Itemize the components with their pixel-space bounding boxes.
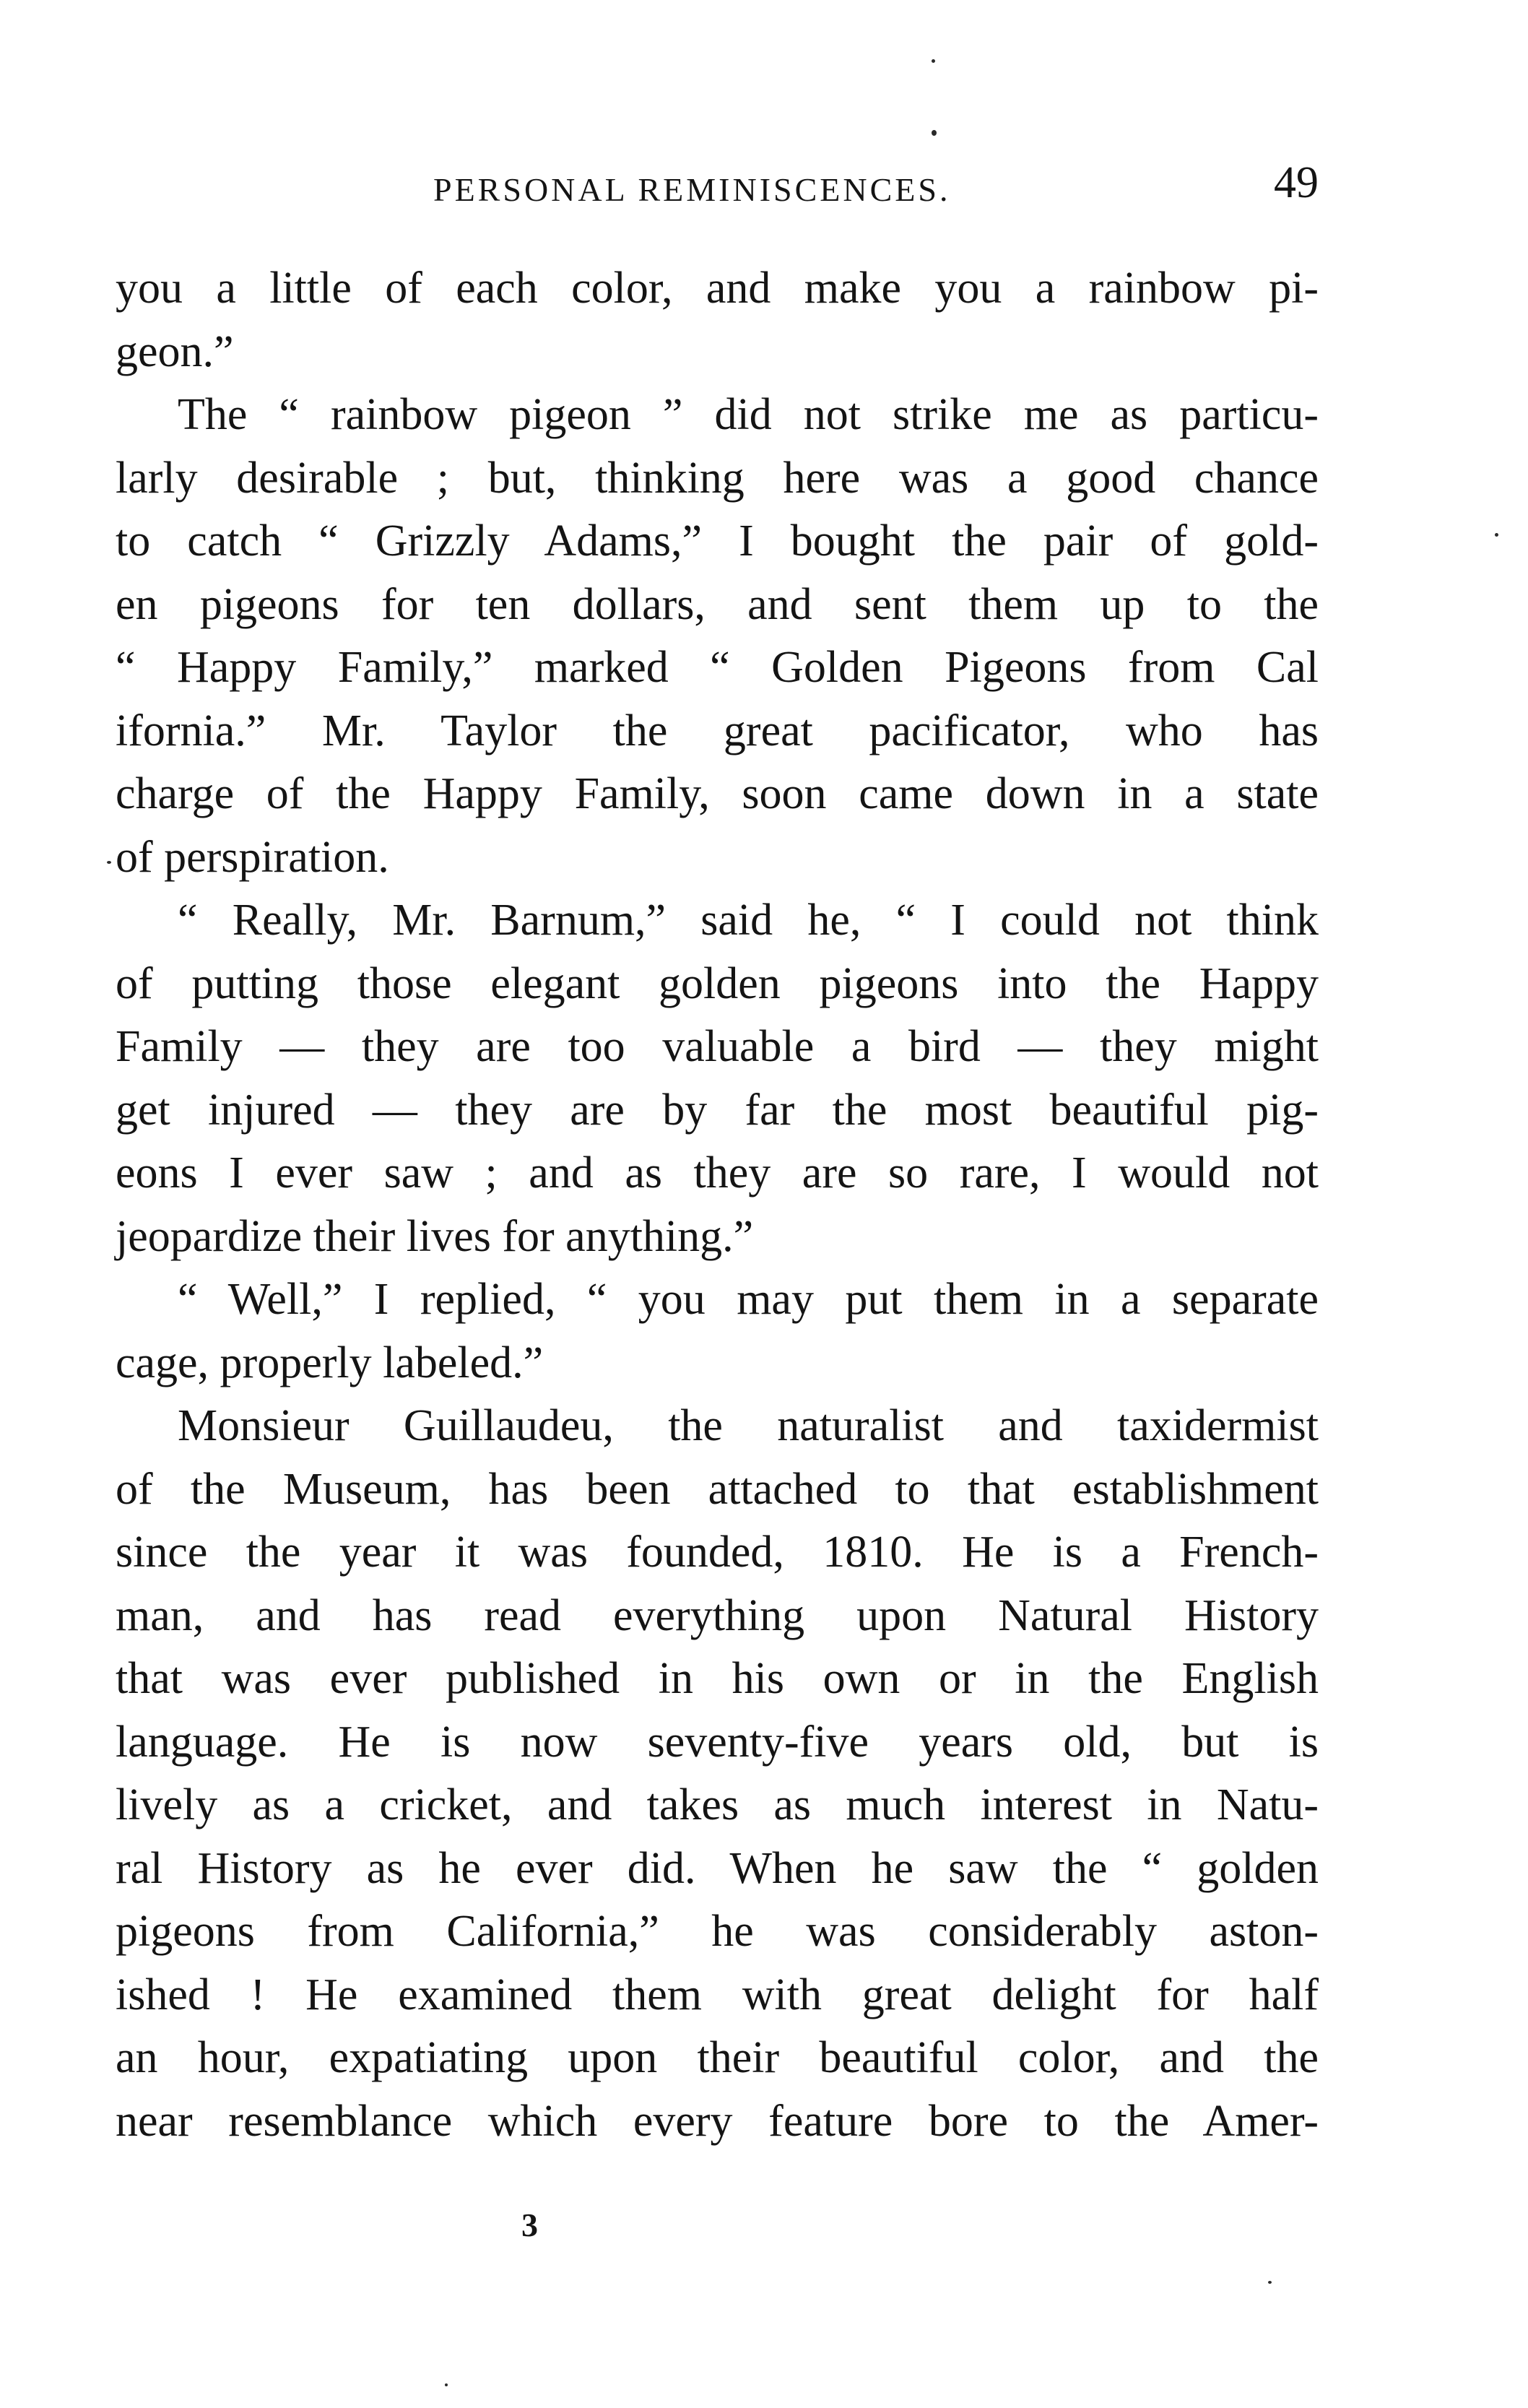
running-head-title: PERSONAL REMINISCENCES. [433,171,951,208]
print-speck [932,130,937,136]
running-header [116,157,1319,215]
text-line: language. He is now seventy-five years old, but is [116,1717,1319,1767]
print-speck [107,861,111,864]
text-line: en pigeons for ten dollars, and sent them up to the [116,579,1319,629]
text-line: charge of the Happy Family, soon came down in a state [116,769,1319,818]
signature-mark: 3 [521,2206,538,2243]
body-text [116,257,1319,2153]
text-line: near resemblance which every feature bore to the Amer- [116,2096,1319,2146]
text-line: The “ rainbow pigeon ” did not strike me as particu- [178,390,1319,439]
text-line: cage, properly labeled.” [116,1338,544,1387]
text-line: ished ! He examined them with great delight for half [116,1970,1319,2019]
text-line: lively as a cricket, and takes as much interest in Natu- [116,1780,1319,1829]
text-line: “ Well,” I replied, “ you may put them in a separate [178,1275,1319,1324]
text-line: ifornia.” Mr. Taylor the great pacificator, who has [116,706,1319,755]
text-line: that was ever published in his own or in the English [116,1654,1319,1703]
text-line: geon.” [116,326,234,376]
text-line: of putting those elegant golden pigeons into the Happy [116,958,1319,1008]
text-line: man, and has read everything upon Natural History [116,1590,1319,1640]
text-line: Family — they are too valuable a bird — they might [116,1022,1319,1071]
text-line: of the Museum, has been attached to that establishment [116,1464,1319,1514]
print-speck [1495,533,1498,537]
text-line: “ Happy Family,” marked “ Golden Pigeons from Cal [116,643,1319,692]
print-speck [445,2383,448,2386]
text-line: to catch “ Grizzly Adams,” I bought the pair of gold- [116,516,1319,566]
print-speck [932,59,935,63]
text-line: since the year it was founded, 1810. He is a French- [116,1528,1319,1577]
text-line: an hour, expatiating upon their beautiful color, and the [116,2033,1319,2082]
page-number: 49 [1274,158,1319,207]
text-line: larly desirable ; but, thinking here was a good chance [116,453,1319,503]
print-speck [1268,2281,1272,2284]
text-line: Monsieur Guillaudeu, the naturalist and taxidermist [178,1401,1319,1450]
text-line: you a little of each color, and make you a rainbow pi- [116,264,1319,313]
text-line: of perspiration. [116,832,389,882]
text-line: pigeons from California,” he was considerably aston- [116,1907,1319,1956]
text-line: get injured — they are by far the most beautiful pig- [116,1085,1319,1135]
text-line: jeopardize their lives for anything.” [116,1211,754,1261]
text-line: ral History as he ever did. When he saw the “ golden [116,1843,1319,1893]
text-line: “ Really, Mr. Barnum,” said he, “ I could not think [178,896,1319,945]
text-line: eons I ever saw ; and as they are so rare, I would not [116,1148,1319,1197]
